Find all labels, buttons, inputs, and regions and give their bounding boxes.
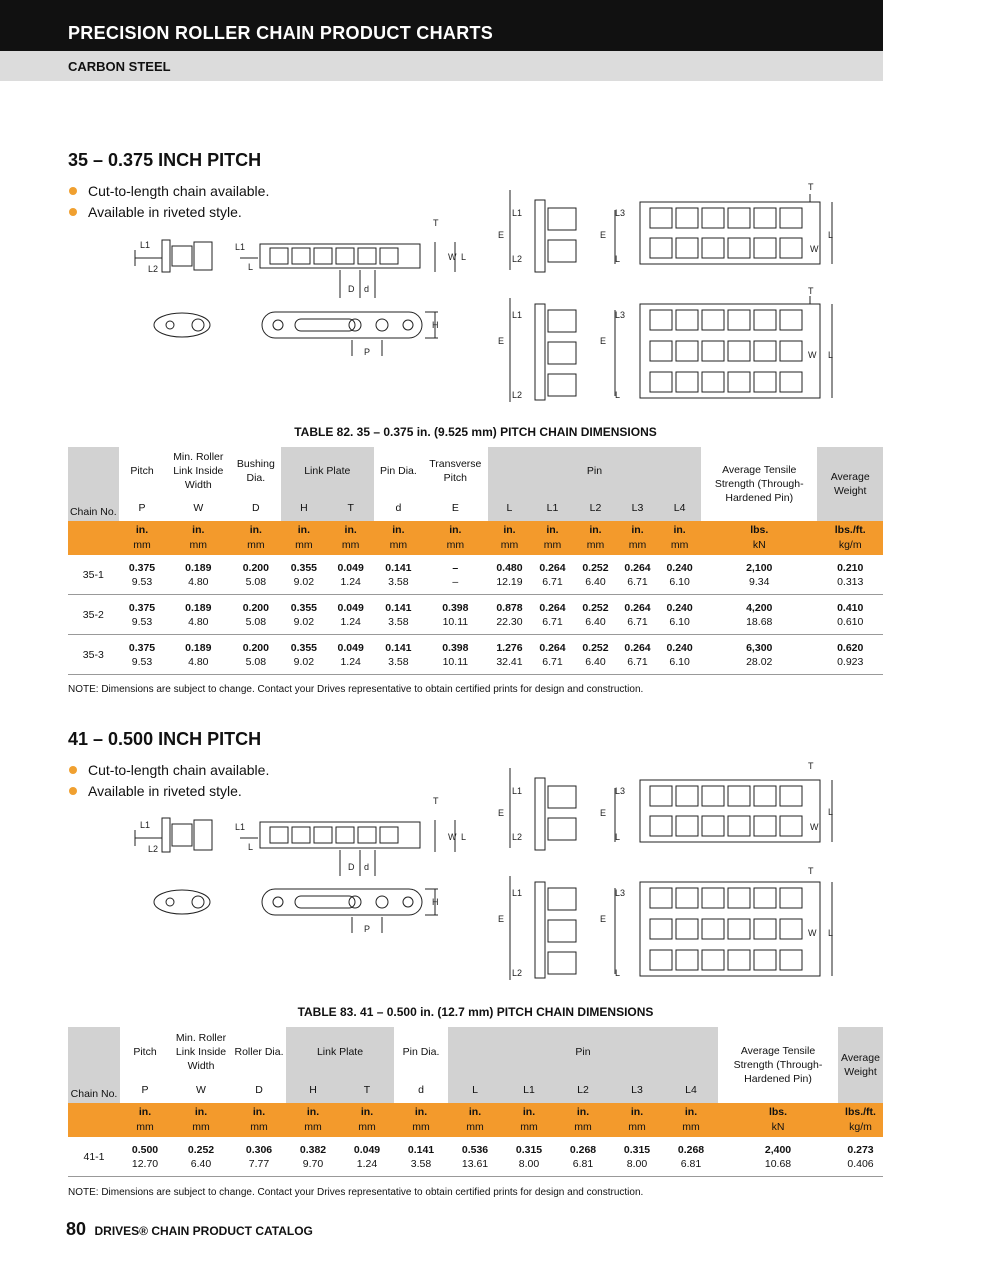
dim-label: T xyxy=(433,796,439,806)
units-row: in. mm in. mm in. mm in. mm in. mm in. mm in. mm in. mm in. mm in. mm in. mm lbs. kN lbs./ft. kg/m xyxy=(68,1103,883,1137)
col-header-pin-dia: Pin Dia. xyxy=(380,465,417,477)
symbol: L4 xyxy=(664,1077,718,1103)
symbol: H xyxy=(281,495,328,521)
dimensions-table-82 xyxy=(68,447,883,675)
bullet-item: Available in riveted style. xyxy=(68,202,269,223)
value-cell: 0.252 6.40 xyxy=(574,595,617,635)
table-row xyxy=(68,555,883,595)
value-cell: 0.200 5.08 xyxy=(231,555,280,595)
value-cell: 0.375 9.53 xyxy=(119,635,166,675)
value-cell: 0.189 4.80 xyxy=(165,635,231,675)
dim-label: L3 xyxy=(615,310,626,320)
section-title-35: 35 – 0.375 INCH PITCH xyxy=(68,150,262,170)
dim-label: L3 xyxy=(615,888,626,898)
value-cell: 0.189 4.80 xyxy=(165,595,231,635)
value-cell: 2,100 9.34 xyxy=(701,555,817,595)
symbol: L xyxy=(488,495,531,521)
value-cell: 0.141 3.58 xyxy=(394,1137,448,1177)
chain-diagram-41 xyxy=(120,760,840,985)
symbol: d xyxy=(395,502,402,514)
dim-label: T xyxy=(433,218,439,228)
dim-label: L2 xyxy=(148,264,159,274)
table-caption-82: TABLE 82. 35 – 0.375 in. (9.525 mm) PITCH CHAIN DIMENSIONS xyxy=(294,425,657,439)
chain-no-cell: 35-3 xyxy=(68,635,119,675)
catalog-title: DRIVES® CHAIN PRODUCT CATALOG xyxy=(94,1224,313,1238)
value-cell: 0.252 6.40 xyxy=(574,635,617,675)
col-header-weight: Average Weight xyxy=(838,1027,883,1103)
symbol: H xyxy=(286,1077,340,1103)
symbol: P xyxy=(138,502,146,514)
value-cell: 0.252 6.40 xyxy=(574,555,617,595)
dim-label: L3 xyxy=(615,786,626,796)
dim-label: T xyxy=(808,182,814,192)
page-number: 80 xyxy=(66,1219,87,1239)
value-cell: 0.189 4.80 xyxy=(165,555,231,595)
symbol: L1 xyxy=(531,495,574,521)
dim-label: P xyxy=(364,924,371,934)
dim-label: E xyxy=(600,914,607,924)
symbol: P xyxy=(141,1084,149,1096)
dim-label: L2 xyxy=(512,254,523,264)
value-cell: 0.536 13.61 xyxy=(448,1137,502,1177)
dim-label: T xyxy=(808,761,814,771)
chain-no-cell: 35-2 xyxy=(68,595,119,635)
table-row xyxy=(68,1137,883,1177)
value-cell: 0.049 1.24 xyxy=(340,1137,394,1177)
col-header-pin: Pin xyxy=(488,447,701,495)
dim-label: P xyxy=(364,347,371,357)
dim-label: L xyxy=(615,390,621,400)
dim-label: L1 xyxy=(512,310,523,320)
dim-label: L xyxy=(828,807,834,817)
col-header-pin: Pin xyxy=(448,1027,718,1077)
page-subtitle: CARBON STEEL xyxy=(68,59,171,74)
dim-label: L1 xyxy=(235,822,246,832)
dim-label: L xyxy=(828,230,834,240)
value-cell: 0.398 10.11 xyxy=(423,635,488,675)
value-cell: 0.878 22.30 xyxy=(488,595,531,635)
dim-label: W xyxy=(448,252,457,262)
bullet-item: Cut-to-length chain available. xyxy=(68,181,269,202)
col-header-chain: Chain No. xyxy=(68,447,119,521)
dim-label: E xyxy=(498,914,505,924)
value-cell: 0.240 6.10 xyxy=(658,595,701,635)
dim-label: L xyxy=(248,842,254,852)
symbol: D xyxy=(255,1084,263,1096)
col-header-tensile: Average Tensile Strength (Through-Hardened Pin) xyxy=(714,464,804,504)
value-cell: 0.268 6.81 xyxy=(556,1137,610,1177)
bullet-item: Available in riveted style. xyxy=(68,781,269,802)
value-cell: 0.264 6.71 xyxy=(617,635,658,675)
col-header-plate: Link Plate xyxy=(286,1027,394,1077)
table-note-83: NOTE: Dimensions are subject to change. Contact your Drives representative to obtain certified prints for design and construction. xyxy=(68,1187,644,1198)
value-cell: 0.620 0.923 xyxy=(817,635,883,675)
dim-label: d xyxy=(364,284,370,294)
value-cell: 0.210 0.313 xyxy=(817,555,883,595)
value-cell: 0.264 6.71 xyxy=(617,555,658,595)
dim-label: L xyxy=(461,832,467,842)
value-cell: 0.355 9.02 xyxy=(281,635,328,675)
symbol: L3 xyxy=(617,495,658,521)
symbol: L xyxy=(448,1077,502,1103)
value-cell: 0.500 12.70 xyxy=(120,1137,170,1177)
dim-label: L1 xyxy=(512,888,523,898)
dim-label: T xyxy=(808,286,814,296)
dim-label: E xyxy=(600,230,607,240)
col-header-weight: Average Weight xyxy=(817,447,883,521)
dim-label: L2 xyxy=(512,968,523,978)
page-footer xyxy=(66,1219,313,1240)
value-cell: 0.141 3.58 xyxy=(374,555,423,595)
col-header-dia: Roller Dia. xyxy=(234,1046,284,1058)
symbol: L4 xyxy=(658,495,701,521)
dim-label: E xyxy=(600,336,607,346)
section-title-41: 41 – 0.500 INCH PITCH xyxy=(68,729,262,749)
value-cell: 0.049 1.24 xyxy=(327,555,374,595)
col-header-pitch: Pitch xyxy=(133,1046,157,1058)
value-cell: 0.240 6.10 xyxy=(658,555,701,595)
value-cell: 0.049 1.24 xyxy=(327,595,374,635)
value-cell: 0.375 9.53 xyxy=(119,595,166,635)
dim-label: L xyxy=(828,350,834,360)
col-header-chain: Chain No. xyxy=(68,1027,120,1103)
chain-no-cell: 41-1 xyxy=(68,1137,120,1177)
bullet-item: Cut-to-length chain available. xyxy=(68,760,269,781)
value-cell: 0.306 7.77 xyxy=(232,1137,286,1177)
dim-label: L1 xyxy=(512,208,523,218)
value-cell: 0.252 6.40 xyxy=(170,1137,232,1177)
symbol: T xyxy=(327,495,374,521)
value-cell: – – xyxy=(423,555,488,595)
value-cell: 0.398 10.11 xyxy=(423,595,488,635)
symbol: d xyxy=(418,1084,424,1096)
value-cell: 0.200 5.08 xyxy=(231,595,280,635)
value-cell: 6,300 28.02 xyxy=(701,635,817,675)
dim-label: D xyxy=(348,284,355,294)
table-caption-83: TABLE 83. 41 – 0.500 in. (12.7 mm) PITCH CHAIN DIMENSIONS xyxy=(297,1005,654,1019)
symbol: L2 xyxy=(556,1077,610,1103)
dim-label: T xyxy=(808,866,814,876)
value-cell: 4,200 18.68 xyxy=(701,595,817,635)
value-cell: 0.273 0.406 xyxy=(838,1137,883,1177)
dim-label: L3 xyxy=(615,208,626,218)
table-row xyxy=(68,635,883,675)
symbol: W xyxy=(196,1084,206,1096)
value-cell: 0.240 6.10 xyxy=(658,635,701,675)
symbol: L3 xyxy=(610,1077,664,1103)
dim-label: L1 xyxy=(140,820,151,830)
value-cell: 0.410 0.610 xyxy=(817,595,883,635)
page-header xyxy=(0,0,883,51)
value-cell: 0.264 6.71 xyxy=(531,635,574,675)
dim-label: L2 xyxy=(512,390,523,400)
dim-label: E xyxy=(498,230,505,240)
dim-label: L2 xyxy=(148,844,159,854)
dim-label: L xyxy=(461,252,467,262)
symbol: L1 xyxy=(502,1077,556,1103)
dim-label: D xyxy=(348,862,355,872)
dim-label: W xyxy=(810,822,819,832)
dim-label: L xyxy=(615,832,621,842)
value-cell: 0.141 3.58 xyxy=(374,595,423,635)
value-cell: 0.355 9.02 xyxy=(281,595,328,635)
table-note-82: NOTE: Dimensions are subject to change. Contact your Drives representative to obtain certified prints for design and construction. xyxy=(68,684,644,695)
value-cell: 0.264 6.71 xyxy=(531,555,574,595)
dim-label: L xyxy=(248,262,254,272)
symbol: T xyxy=(340,1077,394,1103)
value-cell: 0.264 6.71 xyxy=(617,595,658,635)
value-cell: 0.141 3.58 xyxy=(374,635,423,675)
col-header-width: Min. Roller Link Inside Width xyxy=(175,1032,227,1072)
dim-label: L1 xyxy=(235,242,246,252)
dim-label: H xyxy=(432,320,439,330)
dim-label: W xyxy=(808,350,817,360)
symbol: L2 xyxy=(574,495,617,521)
value-cell: 0.200 5.08 xyxy=(231,635,280,675)
value-cell: 0.382 9.70 xyxy=(286,1137,340,1177)
table-row xyxy=(68,595,883,635)
value-cell: 0.268 6.81 xyxy=(664,1137,718,1177)
value-cell: 0.049 1.24 xyxy=(327,635,374,675)
chain-no-cell: 35-1 xyxy=(68,555,119,595)
value-cell: 1.276 32.41 xyxy=(488,635,531,675)
dim-label: L1 xyxy=(512,786,523,796)
value-cell: 0.315 8.00 xyxy=(502,1137,556,1177)
col-header-plate: Link Plate xyxy=(281,447,375,495)
dim-label: L2 xyxy=(512,832,523,842)
value-cell: 0.480 12.19 xyxy=(488,555,531,595)
symbol: W xyxy=(193,502,204,514)
dim-label: L1 xyxy=(140,240,151,250)
dim-label: W xyxy=(448,832,457,842)
dim-label: W xyxy=(810,244,819,254)
dim-label: L xyxy=(615,254,621,264)
col-header-trans: Transverse Pitch xyxy=(429,458,482,484)
value-cell: 0.375 9.53 xyxy=(119,555,166,595)
value-cell: 2,400 10.68 xyxy=(718,1137,838,1177)
dim-label: L xyxy=(828,928,834,938)
value-cell: 0.355 9.02 xyxy=(281,555,328,595)
col-header-pitch: Pitch xyxy=(130,465,154,477)
col-header-pin-dia: Pin Dia. xyxy=(402,1046,440,1058)
dim-label: W xyxy=(808,928,817,938)
page-subheader xyxy=(0,51,883,81)
units-row: in. mm in. mm in. mm in. mm in. mm in. mm in. mm in. mm in. mm in. mm in. mm in. mm lbs. kN lbs./ft. kg/m xyxy=(68,521,883,555)
dim-label: d xyxy=(364,862,370,872)
value-cell: 0.315 8.00 xyxy=(610,1137,664,1177)
dim-label: E xyxy=(498,336,505,346)
col-header-tensile: Average Tensile Strength (Through-Hardened Pin) xyxy=(733,1045,823,1085)
col-header-width: Min. Roller Link Inside Width xyxy=(173,451,224,491)
dim-label: E xyxy=(600,808,607,818)
dimensions-table-83 xyxy=(68,1027,883,1177)
symbol: D xyxy=(252,502,260,514)
chain-diagram-35 xyxy=(120,180,840,410)
symbol: E xyxy=(451,502,459,514)
dim-label: L xyxy=(615,968,621,978)
dim-label: H xyxy=(432,897,439,907)
col-header-dia: Bushing Dia. xyxy=(236,458,275,484)
dim-label: E xyxy=(498,808,505,818)
page-title: PRECISION ROLLER CHAIN PRODUCT CHARTS xyxy=(68,23,494,43)
value-cell: 0.264 6.71 xyxy=(531,595,574,635)
